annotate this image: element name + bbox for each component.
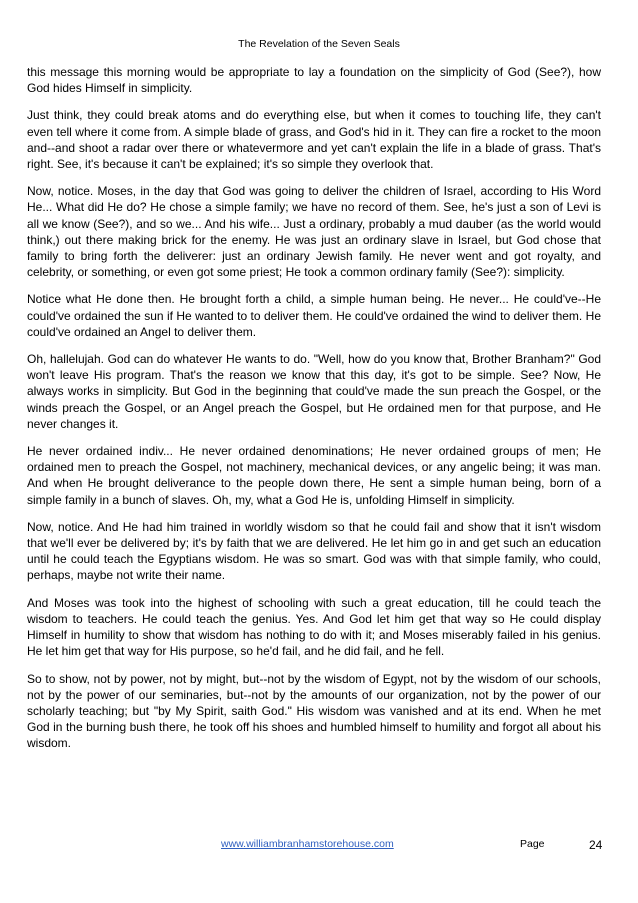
paragraph: this message this morning would be appropriate to lay a foundation on the simplicity of God (See?), how God hides Himself in simplicity.	[27, 65, 601, 96]
paragraph: Oh, hallelujah. God can do whatever He wants to do. "Well, how do you know that, Brother Branham?" God won't leave His program. That's the reason we know that this day, it's got to be simple. See? Now, He always works in simplicity. But God in the beginning that could've made the sun preach the Gospel, or the winds preach the Gospel, or an Angel preach the Gospel, but He ordained men for that purpose, and He never changes it.	[27, 352, 601, 431]
paragraph: And Moses was took into the highest of schooling with such a great education, till he could teach the wisdom to teachers. He could teach the genius. Yes. And God let him get that way so He could display Himself in humility to show that wisdom has nothing to do with it; and Moses miserably failed in his genius. He let him get that way for His purpose, so he'd fail, and he did fail, and he fell.	[27, 595, 601, 659]
paragraph: Notice what He done then. He brought forth a child, a simple human being. He never... He could've--He could've ordained the sun if He wanted to to deliver them. He could've ordained the wind to deliver them. He could've ordained an Angel to deliver them.	[27, 292, 601, 339]
footer-page-label: Page	[520, 838, 545, 850]
footer-website-link[interactable]: www.williambranhamstorehouse.com	[221, 838, 394, 850]
paragraph: So to show, not by power, not by might, but--not by the wisdom of Egypt, not by the wisdom of our schools, not by the power of our seminaries, but--not by the amounts of our organization, not by the power of our scholarly teaching; but "by My Spirit, saith God." His wisdom was vanished and at its end. When he met God in the burning bush there, he took off his shoes and humbled himself to humility and forgot all about his wisdom.	[27, 671, 601, 751]
document-body	[27, 64, 601, 763]
footer-page-number: 24	[589, 838, 603, 852]
paragraph: Now, notice. And He had him trained in worldly wisdom so that he could fail and show that it isn't wisdom that we'll ever be delivered by; it's by faith that we are delivered. He let him go in and get such an education until he could teach the Egyptians wisdom. He was so smart. God was with that simple family, who could, perhaps, maybe not write their name.	[27, 519, 601, 583]
page-header-title: The Revelation of the Seven Seals	[238, 38, 400, 50]
paragraph: Now, notice. Moses, in the day that God was going to deliver the children of Israel, according to His Word He... What did He do? He chose a simple family; we have no record of them. See, he's just a son of Levi is all we know (See?), and so we... And his wife... Just a ordinary, probably a mud dauber (as the world would think,) out there making brick for the enemy. He was just an ordinary slave in Israel, but God chose that family to bring forth the deliverer: just an ordinary Jewish family. He never went and got royalty, and celebrity, or something, or even got some priest; He took a common ordinary family (See?): simplicity.	[27, 184, 601, 280]
paragraph: Just think, they could break atoms and do everything else, but when it comes to touching life, they can't even tell where it come from. A simple blade of grass, and God's hid in it. They can fire a rocket to the moon and--and shoot a radar over there or whatevermore and yet can't explain the life in a blade of grass. That's right. See, it's because it can't be explained; it's so simple they overlook that.	[27, 108, 601, 172]
paragraph: He never ordained indiv... He never ordained denominations; He never ordained groups of men; He ordained men to preach the Gospel, not machinery, mechanical devices, or any angelic being; it was man. And when He brought deliverance to the people down there, He sent a simple human being, born of a simple family in a bunch of slaves. Oh, my, what a God He is, unfolding Himself in simplicity.	[27, 444, 601, 507]
